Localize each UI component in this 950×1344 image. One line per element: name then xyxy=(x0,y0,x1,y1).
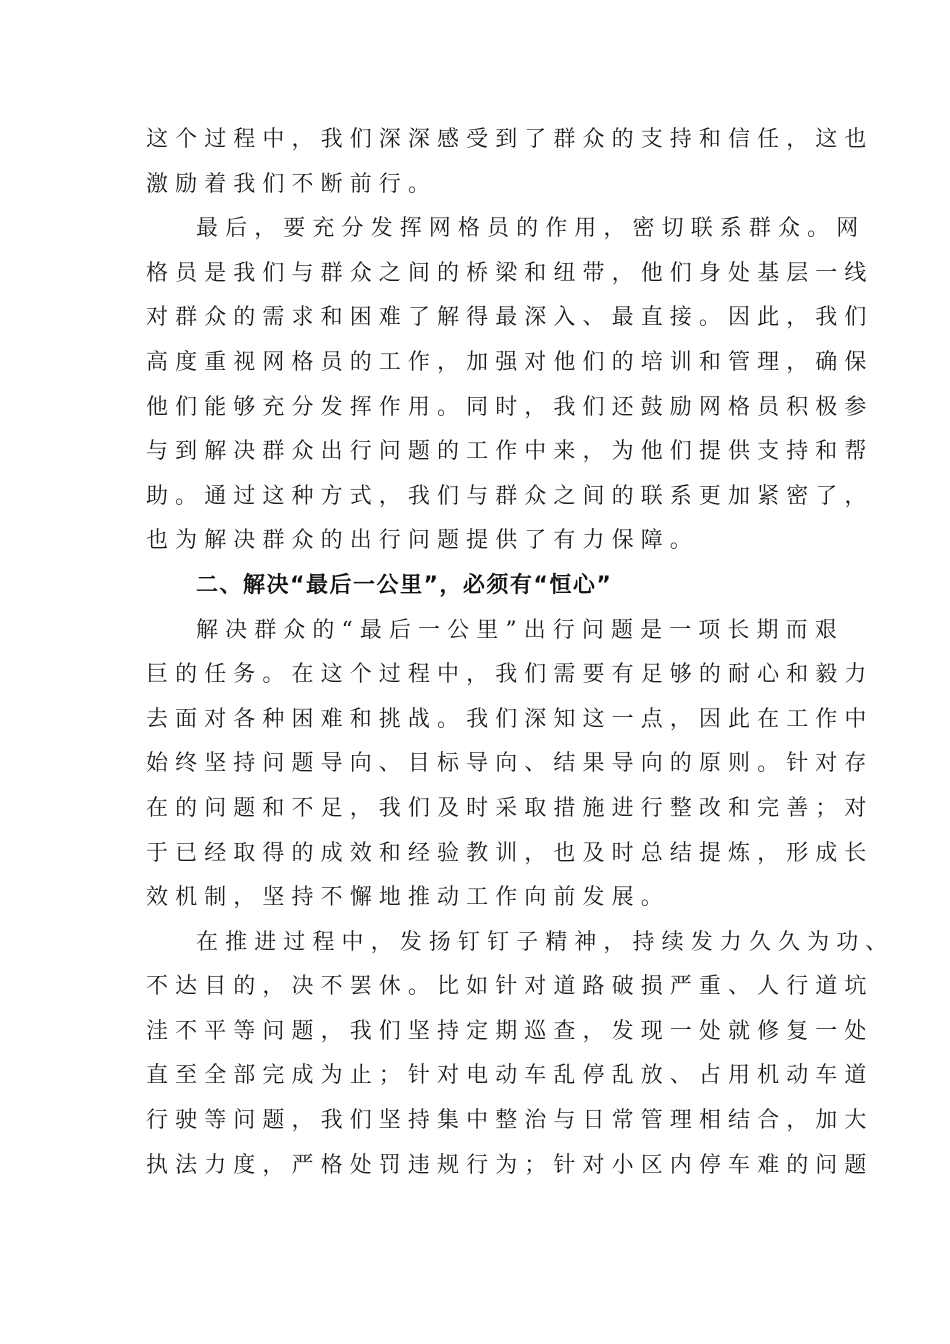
paragraph-start-line: 在推进过程中，发扬钉钉子精神，持续发力久久为功、 xyxy=(196,929,895,955)
text-line: 助。通过这种方式，我们与群众之间的联系更加紧密了， xyxy=(146,483,874,509)
text-line: 在的问题和不足，我们及时采取措施进行整改和完善；对 xyxy=(146,795,874,821)
text-line: 高度重视网格员的工作，加强对他们的培训和管理，确保 xyxy=(146,349,874,375)
text-line: 不达目的，决不罢休。比如针对道路破损严重、人行道坑 xyxy=(146,974,874,1000)
text-line: 于已经取得的成效和经验教训，也及时总结提炼，形成长 xyxy=(146,840,874,866)
text-line: 去面对各种困难和挑战。我们深知这一点，因此在工作中 xyxy=(146,706,874,732)
section-heading: 二、解决“最后一公里”，必须有“恒心” xyxy=(196,572,613,598)
text-line: 效机制，坚持不懈地推动工作向前发展。 xyxy=(146,885,670,911)
document-body xyxy=(146,118,895,1188)
text-line: 洼不平等问题，我们坚持定期巡查，发现一处就修复一处 xyxy=(146,1018,874,1044)
text-line: 他们能够充分发挥作用。同时，我们还鼓励网格员积极参 xyxy=(146,394,874,420)
text-line: 直至全部完成为止；针对电动车乱停乱放、占用机动车道 xyxy=(146,1063,874,1089)
paragraph-start-line: 最后，要充分发挥网格员的作用，密切联系群众。网 xyxy=(196,216,866,242)
text-line: 激励着我们不断前行。 xyxy=(146,171,438,197)
text-line: 与到解决群众出行问题的工作中来，为他们提供支持和帮 xyxy=(146,439,874,465)
text-line: 执法力度，严格处罚违规行为；针对小区内停车难的问题 xyxy=(146,1152,874,1178)
text-line: 始终坚持问题导向、目标导向、结果导向的原则。针对存 xyxy=(146,751,874,777)
text-line: 也为解决群众的出行问题提供了有力保障。 xyxy=(146,528,699,554)
text-line: 格员是我们与群众之间的桥梁和纽带，他们身处基层一线 xyxy=(146,260,874,286)
text-line: 行驶等问题，我们坚持集中整治与日常管理相结合，加大 xyxy=(146,1108,874,1134)
text-line: 巨的任务。在这个过程中，我们需要有足够的耐心和毅力 xyxy=(146,662,874,688)
text-line: 对群众的需求和困难了解得最深入、最直接。因此，我们 xyxy=(146,305,874,331)
text-line: 这个过程中，我们深深感受到了群众的支持和信任，这也 xyxy=(146,127,874,152)
paragraph-start-line: 解决群众的“最后一公里”出行问题是一项长期而艰 xyxy=(196,617,844,643)
